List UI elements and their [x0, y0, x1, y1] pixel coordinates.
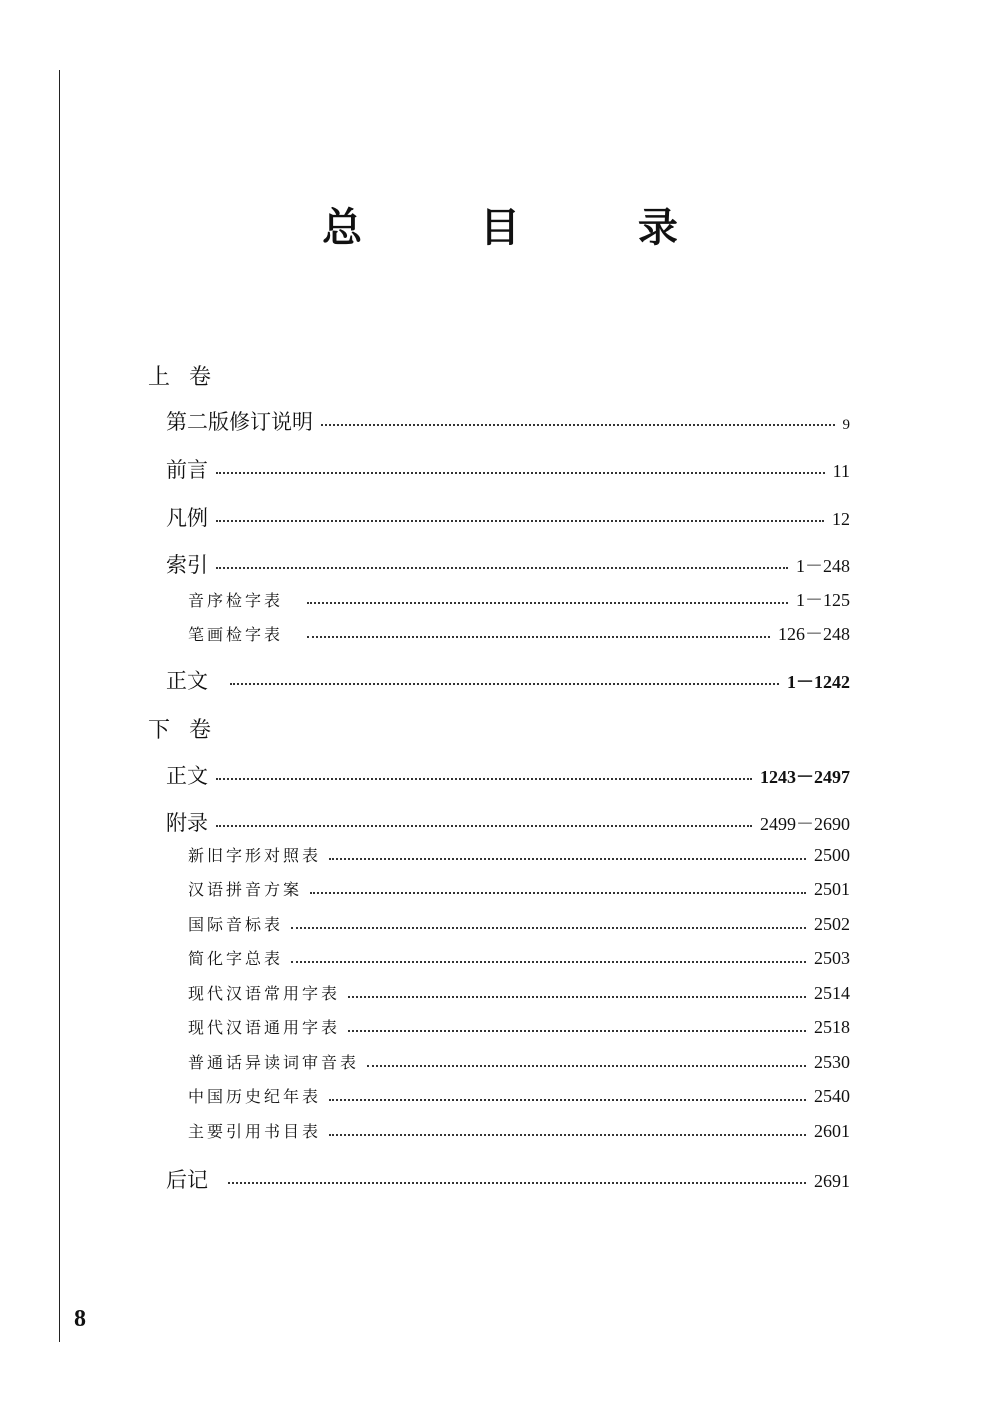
toc-entry-page: 12: [832, 509, 850, 529]
toc-entry-afterword[interactable]: [166, 1164, 850, 1194]
volume-heading-upper: 上 卷: [148, 365, 217, 390]
dot-leader: [310, 892, 806, 894]
toc-entry-label: 正文: [166, 669, 208, 693]
toc-entry-phonetic-index[interactable]: [188, 586, 850, 612]
toc-entry-bibliography[interactable]: [188, 1119, 850, 1142]
volume-heading-lower: 下 卷: [148, 718, 217, 743]
dot-leader: [367, 1065, 806, 1067]
toc-entry-page: 9: [842, 417, 850, 433]
toc-entry-label: 正文: [166, 764, 208, 788]
toc-entry-preface[interactable]: [166, 454, 850, 484]
toc-entry-page: 11: [832, 461, 850, 481]
dot-leader: [329, 1134, 806, 1136]
dot-leader: [216, 825, 752, 827]
toc-entry-label: 前言: [166, 458, 208, 482]
dot-leader: [348, 996, 806, 998]
dot-leader: [329, 858, 806, 860]
toc-entry-page: 2540: [814, 1086, 850, 1106]
toc-entry-page: 2514: [814, 983, 850, 1003]
dot-leader: [230, 683, 779, 685]
toc-entry-page: 2518: [814, 1017, 850, 1037]
toc-entry-label: 主要引用书目表: [188, 1122, 322, 1141]
toc-entry-label: 现代汉语通用字表: [188, 1018, 341, 1037]
dot-leader: [329, 1099, 806, 1101]
toc-entry-ipa-table[interactable]: [188, 912, 850, 935]
toc-entry-page: 2499－2690: [760, 814, 850, 834]
toc-entry-index[interactable]: [166, 549, 850, 579]
toc-entry-label: 音序检字表: [188, 591, 284, 610]
toc-entry-page: 126－248: [778, 624, 850, 644]
dot-leader: [321, 424, 835, 426]
toc-entry-page: 2500: [814, 845, 850, 865]
toc-entry-page: 2501: [814, 879, 850, 899]
toc-entry-page: 2601: [814, 1121, 850, 1141]
toc-entry-label: 凡例: [166, 506, 208, 530]
toc-entry-page: 1－125: [796, 590, 850, 610]
toc-entry-chronology[interactable]: [188, 1084, 850, 1107]
dot-leader: [216, 778, 752, 780]
toc-entry-label: 汉语拼音方案: [188, 880, 303, 899]
dot-leader: [307, 602, 788, 604]
toc-entry-appendix[interactable]: [166, 807, 850, 837]
dot-leader: [228, 1182, 806, 1184]
toc-entry-label: 新旧字形对照表: [188, 846, 322, 865]
toc-entry-page: 1－248: [796, 556, 850, 576]
toc-entry-main-text-1[interactable]: [166, 665, 850, 695]
toc-entry-conventions[interactable]: [166, 502, 850, 532]
toc-entry-page: 2691: [814, 1171, 850, 1191]
page-title: 总 目 录: [322, 204, 730, 251]
toc-entry-label: 附录: [166, 811, 208, 835]
toc-entry-general-chars[interactable]: [188, 1015, 850, 1038]
dot-leader: [291, 961, 806, 963]
toc-entry-revision-note[interactable]: [166, 406, 850, 436]
toc-entry-page: 1243－2497: [760, 767, 850, 787]
dot-leader: [216, 472, 825, 474]
toc-entry-stroke-index[interactable]: [188, 620, 850, 646]
toc-entry-label: 索引: [166, 553, 208, 577]
toc-entry-page: 2502: [814, 914, 850, 934]
toc-entry-simplified-chars[interactable]: [188, 946, 850, 969]
toc-entry-glyph-comparison[interactable]: [188, 843, 850, 866]
toc-entry-label: 笔画检字表: [188, 625, 284, 644]
margin-rule: [59, 70, 60, 1342]
toc-entry-page: 1－1242: [787, 672, 850, 692]
toc-entry-pinyin-scheme[interactable]: [188, 877, 850, 900]
dot-leader: [307, 636, 770, 638]
toc-entry-label: 中国历史纪年表: [188, 1087, 322, 1106]
toc-entry-label: 现代汉语常用字表: [188, 984, 341, 1003]
dot-leader: [216, 520, 824, 522]
toc-entry-common-chars[interactable]: [188, 981, 850, 1004]
toc-entry-page: 2503: [814, 948, 850, 968]
toc-entry-label: 后记: [166, 1168, 208, 1192]
dot-leader: [291, 927, 806, 929]
toc-entry-pronunciation-review[interactable]: [188, 1050, 850, 1073]
toc-entry-main-text-2[interactable]: [166, 760, 850, 790]
dot-leader: [348, 1030, 806, 1032]
dot-leader: [216, 567, 788, 569]
toc-entry-label: 第二版修订说明: [166, 410, 313, 434]
toc-entry-label: 简化字总表: [188, 949, 284, 968]
page-number: 8: [74, 1306, 86, 1332]
toc-entry-label: 国际音标表: [188, 915, 284, 934]
toc-entry-label: 普通话异读词审音表: [188, 1053, 360, 1072]
toc-entry-page: 2530: [814, 1052, 850, 1072]
